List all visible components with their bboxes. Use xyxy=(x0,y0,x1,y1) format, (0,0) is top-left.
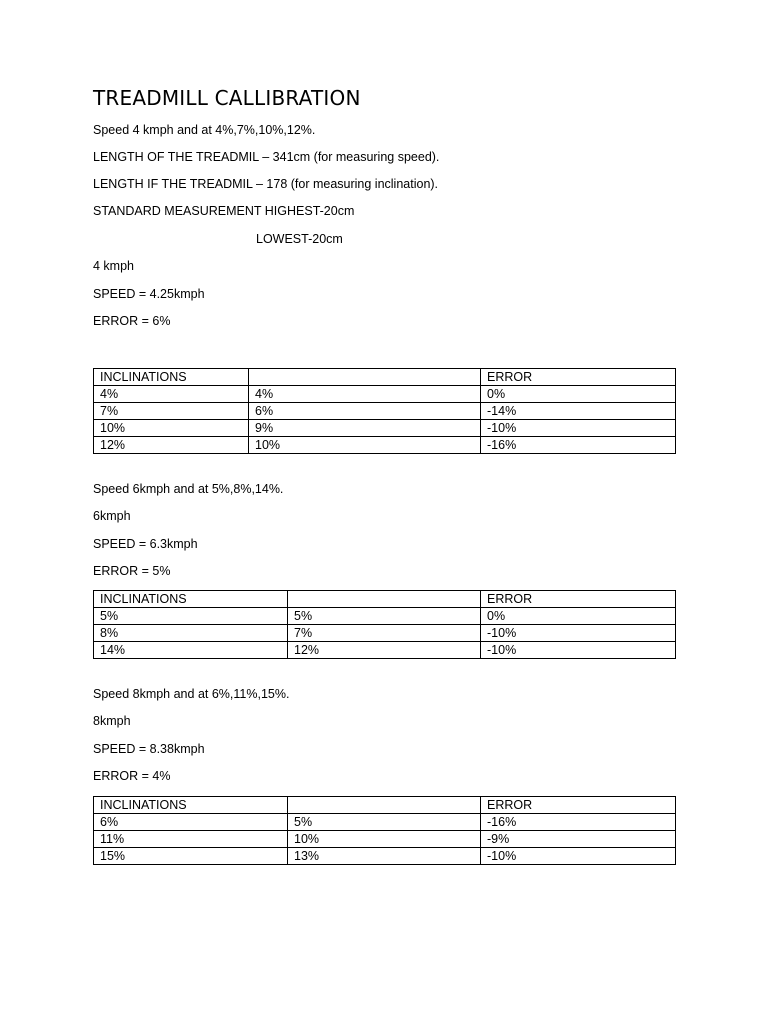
cell-set: 8% xyxy=(94,625,288,642)
table-row xyxy=(94,608,676,625)
section-speed-measured: SPEED = 8.38kmph xyxy=(93,742,205,756)
table-row xyxy=(94,814,676,831)
header-measured xyxy=(288,591,481,608)
cell-measured: 13% xyxy=(288,848,481,865)
cell-measured: 5% xyxy=(288,608,481,625)
inclination-table-6kmph xyxy=(93,590,676,659)
cell-set: 14% xyxy=(94,642,288,659)
cell-error: 0% xyxy=(481,608,676,625)
cell-set: 12% xyxy=(94,437,249,454)
table-header-row xyxy=(94,797,676,814)
cell-set: 15% xyxy=(94,848,288,865)
header-inclinations: INCLINATIONS xyxy=(94,591,288,608)
table-row xyxy=(94,848,676,865)
length-incline-line: LENGTH IF THE TREADMIL – 178 (for measuring inclination). xyxy=(93,177,439,191)
table-row xyxy=(94,437,676,454)
table-row xyxy=(94,386,676,403)
cell-error: -10% xyxy=(481,625,676,642)
section-speed-error: ERROR = 5% xyxy=(93,564,171,578)
section-speed-error: ERROR = 6% xyxy=(93,314,171,328)
cell-error: -10% xyxy=(481,848,676,865)
cell-set: 5% xyxy=(94,608,288,625)
cell-error: -10% xyxy=(481,642,676,659)
table-row xyxy=(94,831,676,848)
header-error: ERROR xyxy=(481,797,676,814)
cell-set: 4% xyxy=(94,386,249,403)
cell-measured: 6% xyxy=(249,403,481,420)
cell-error: 0% xyxy=(481,386,676,403)
length-speed-line: LENGTH OF THE TREADMIL – 341cm (for measuring speed). xyxy=(93,150,440,164)
cell-measured: 12% xyxy=(288,642,481,659)
section-speed-label: 4 kmph xyxy=(93,259,134,273)
cell-error: -9% xyxy=(481,831,676,848)
cell-set: 11% xyxy=(94,831,288,848)
table-row xyxy=(94,420,676,437)
standard-lowest-line: LOWEST-20cm xyxy=(256,232,343,246)
header-measured xyxy=(288,797,481,814)
inclination-table-4kmph xyxy=(93,368,676,454)
cell-error: -16% xyxy=(481,437,676,454)
table-header-row xyxy=(94,591,676,608)
header-measured xyxy=(249,369,481,386)
section-speed-label: 6kmph xyxy=(93,509,131,523)
cell-measured: 9% xyxy=(249,420,481,437)
section-speed-label: 8kmph xyxy=(93,714,131,728)
table-row xyxy=(94,642,676,659)
intro-line: Speed 4 kmph and at 4%,7%,10%,12%. xyxy=(93,123,316,137)
section-speed-measured: SPEED = 6.3kmph xyxy=(93,537,198,551)
cell-set: 10% xyxy=(94,420,249,437)
header-inclinations: INCLINATIONS xyxy=(94,797,288,814)
header-inclinations: INCLINATIONS xyxy=(94,369,249,386)
cell-measured: 10% xyxy=(249,437,481,454)
header-error: ERROR xyxy=(481,591,676,608)
cell-set: 6% xyxy=(94,814,288,831)
inclination-table-8kmph xyxy=(93,796,676,865)
cell-measured: 4% xyxy=(249,386,481,403)
table-row xyxy=(94,403,676,420)
table-row xyxy=(94,625,676,642)
table-header-row xyxy=(94,369,676,386)
document-title: TREADMILL CALLIBRATION xyxy=(93,86,361,110)
cell-set: 7% xyxy=(94,403,249,420)
section-speed-measured: SPEED = 4.25kmph xyxy=(93,287,205,301)
header-error: ERROR xyxy=(481,369,676,386)
cell-measured: 5% xyxy=(288,814,481,831)
section-heading: Speed 6kmph and at 5%,8%,14%. xyxy=(93,482,284,496)
standard-highest-line: STANDARD MEASUREMENT HIGHEST-20cm xyxy=(93,204,355,218)
cell-error: -14% xyxy=(481,403,676,420)
cell-measured: 7% xyxy=(288,625,481,642)
cell-error: -10% xyxy=(481,420,676,437)
section-heading: Speed 8kmph and at 6%,11%,15%. xyxy=(93,687,290,701)
section-speed-error: ERROR = 4% xyxy=(93,769,171,783)
cell-measured: 10% xyxy=(288,831,481,848)
cell-error: -16% xyxy=(481,814,676,831)
